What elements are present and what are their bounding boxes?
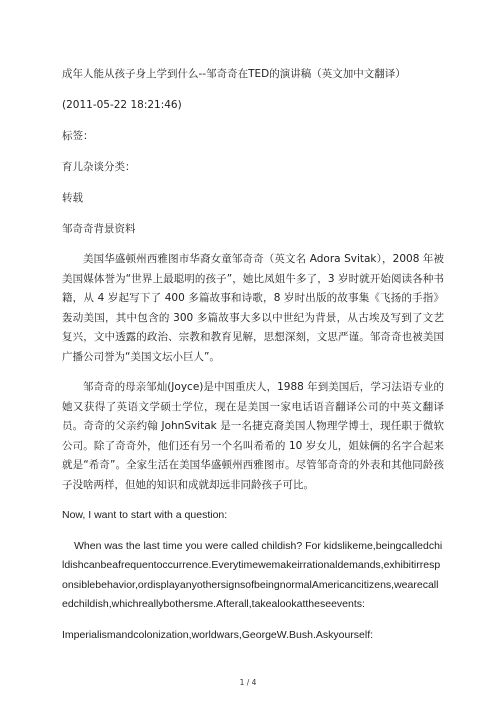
section-heading: 邹奇奇背景资料 bbox=[62, 223, 136, 235]
background-paragraph-1: 美国华盛顿州西雅图市华裔女童邹奇奇（英文名 Adora Svitak），2008 年被美国媒体誉为“世界上最聪明的孩子”，她比凤姐牛多了，3 岁时就开始阅读各种书籍，从 4 岁起写下了 400 多篇故事和诗歌，8 岁时出版的故事集《飞扬的手指》轰动美国，其中包含的 300 多篇故事大多以中世纪为背景，从古埃及写到了文艺复兴，文中透露的政治、宗教和教育见解，思想深刻，文思严谨。邹奇奇也被美国广播公司誉为“美国文坛小巨人”。 bbox=[62, 253, 444, 363]
document-body bbox=[62, 64, 444, 645]
page-number: 1 / 4 bbox=[239, 678, 257, 687]
english-last-line: Imperialismandcolonization,worldwars,GeorgeW.Bush.Askyourself: bbox=[62, 628, 374, 641]
post-date: (2011-05-22 18:21:46) bbox=[62, 99, 182, 111]
english-paragraph: When was the last time you were called childish? For kidslikeme,beingcalledchildishcanbeafrequentoccurrence.Everytimewemakeirrationaldemands,exhibitirresponsiblebehavior,ordisplayanyothersignsofbeingnormalAmericancitizens,wearecalledchildish,whichreallybothersme.Afterall,takealookattheseevents: bbox=[62, 539, 443, 610]
category-label: 育儿杂谈分类： bbox=[62, 161, 136, 173]
document-title: 成年人能从孩子身上学到什么--邹奇奇在TED的演讲稿（英文加中文翻译） bbox=[62, 68, 406, 80]
repost-label: 转载 bbox=[62, 192, 83, 204]
english-intro: Now, I want to start with a question: bbox=[62, 509, 228, 521]
background-paragraph-2: 邹奇奇的母亲邹灿(Joyce)是中国重庆人，1988 年到美国后，学习法语专业的她又获得了英语文学硕士学位，现在是美国一家电话语音翻译公司的中英文翻译员。奇奇的父亲约翰 JohnSvitak 是一名捷克裔美国人物理学博士，现任职于微软公司。除了奇奇外，他们还有另一个名叫希希的 10 岁女儿，姐妹俩的名字合起来就是“希奇”。全家生活在美国华盛顿州西雅图市。尽管邹奇奇的外表和其他同龄孩子没啥两样，但她的知识和成就却远非同龄孩子可比。 bbox=[62, 381, 444, 491]
tags-label: 标签： bbox=[62, 130, 94, 142]
